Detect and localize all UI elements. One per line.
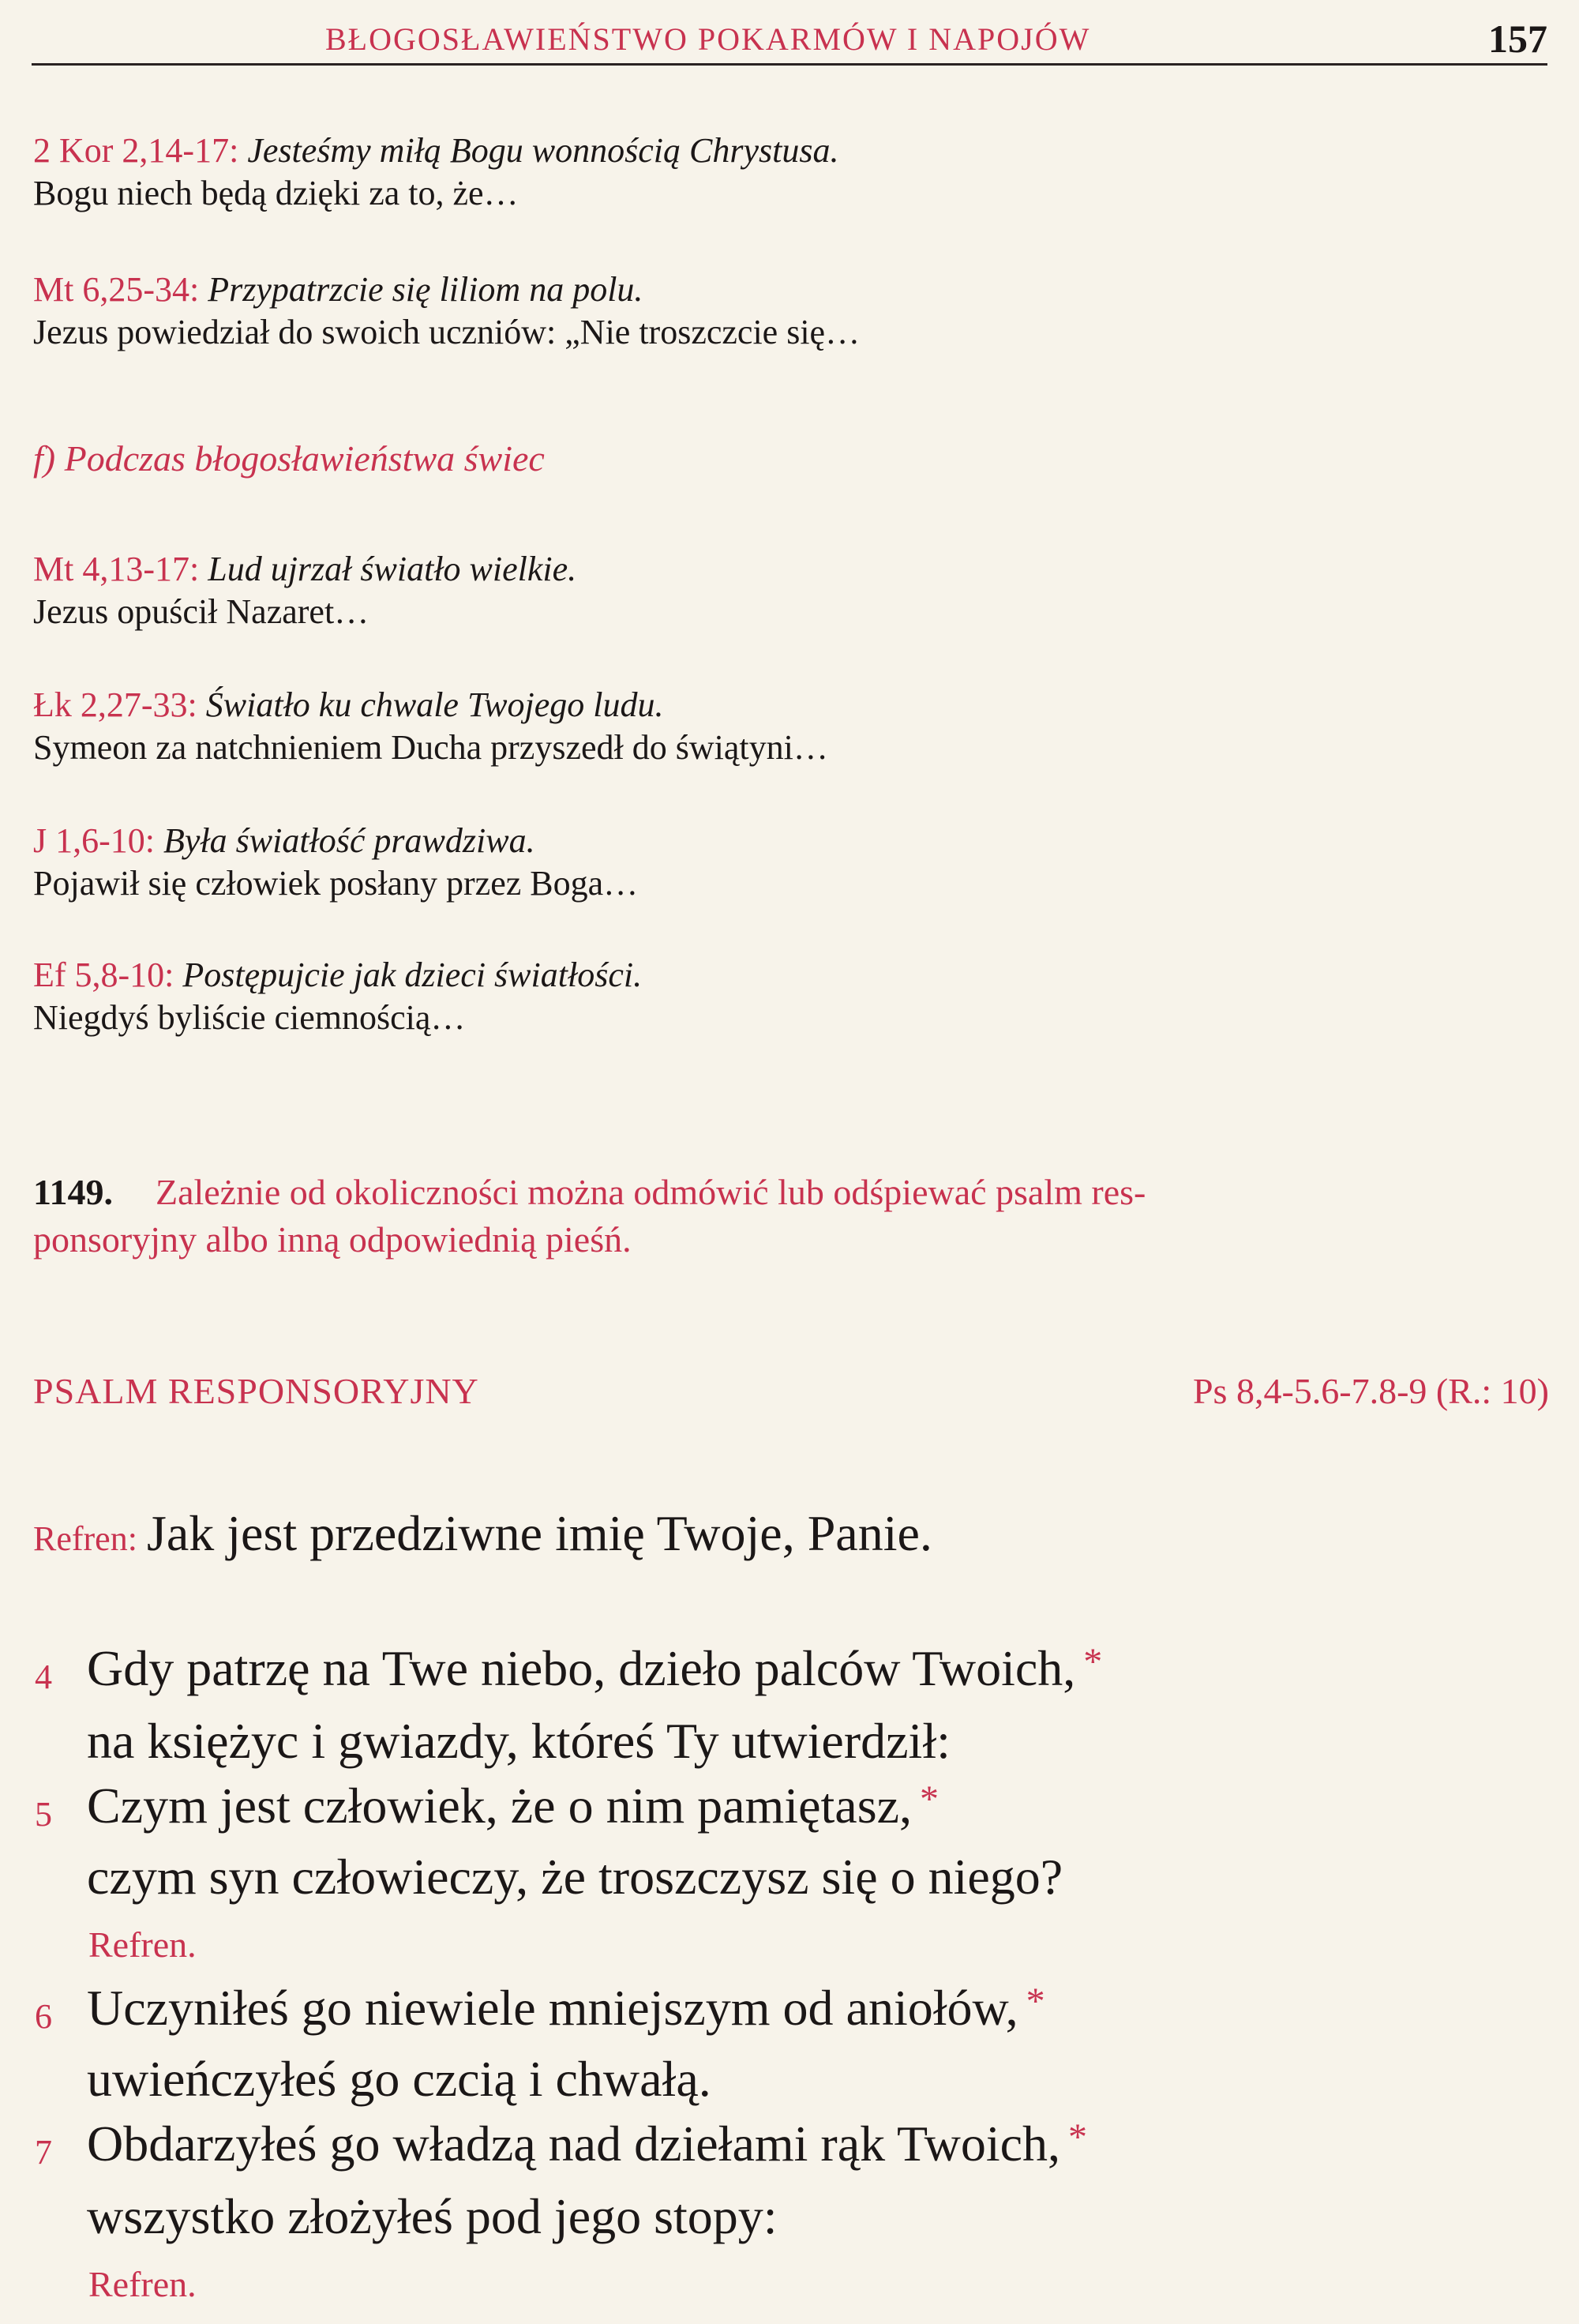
running-title: BŁOGOSŁAWIEŃSTWO POKARMÓW I NAPOJÓW	[325, 21, 1091, 57]
verse-text: Obdarzyłeś go władzą nad dziełami rąk Twoich,	[87, 2116, 1060, 2172]
verse-line: na księżyc i gwiazdy, któreś Ty utwierdził:	[87, 1713, 951, 1769]
rubric-number: 1149.	[33, 1172, 113, 1212]
asterisk-mark: *	[1083, 1641, 1103, 1683]
verse-text: Czym jest człowiek, że o nim pamiętasz,	[87, 1778, 912, 1834]
refrain-cue: Refren.	[88, 2264, 197, 2304]
reading-mt4	[33, 548, 576, 633]
reading-title: Postępujcie jak dzieci światłości.	[182, 956, 643, 994]
reading-ref: Ef 5,8-10:	[33, 956, 174, 994]
verse-line: czym syn człowieczy, że troszczysz się o niego?	[87, 1849, 1063, 1905]
verse-text: Gdy patrzę na Twe niebo, dzieło palców Twoich,	[87, 1640, 1076, 1696]
section-f-heading: f) Podczas błogosławieństwa świec	[33, 438, 545, 479]
verse-number: 6	[35, 1997, 52, 2036]
reading-j1	[33, 820, 638, 905]
refrain-label: Refren:	[33, 1519, 137, 1558]
refrain-text: Jak jest przedziwne imię Twoje, Panie.	[146, 1505, 932, 1561]
reading-2kor	[33, 130, 838, 215]
reading-lk2	[33, 684, 828, 769]
reading-ref: 2 Kor 2,14-17:	[33, 131, 239, 170]
reading-ref: J 1,6-10:	[33, 821, 155, 860]
reading-title: Lud ujrzał światło wielkie.	[208, 550, 577, 588]
rubric-1149	[33, 1169, 1549, 1263]
reading-incipit: Pojawił się człowiek posłany przez Boga…	[33, 864, 639, 903]
reading-ef5	[33, 954, 642, 1039]
reading-ref: Mt 6,25-34:	[33, 270, 200, 309]
reading-title: Jesteśmy miłą Bogu wonnością Chrystusa.	[247, 131, 839, 170]
verse-line	[87, 1777, 939, 1835]
verse-line	[87, 2115, 1087, 2173]
rubric-text-line2: ponsoryjny albo inną odpowiednią pieśń.	[33, 1219, 632, 1260]
reading-incipit: Jezus opuścił Nazaret…	[33, 592, 369, 631]
reading-mt6	[33, 268, 860, 354]
verse-line	[87, 1979, 1045, 2037]
asterisk-mark: *	[1026, 1980, 1045, 2022]
asterisk-mark: *	[1068, 2116, 1087, 2158]
refrain-cue: Refren.	[88, 1924, 197, 1965]
verse-line: uwieńczyłeś go czcią i chwałą.	[87, 2051, 711, 2107]
verse-number: 4	[35, 1658, 52, 1696]
reading-title: Przypatrzcie się liliom na polu.	[208, 270, 643, 309]
asterisk-mark: *	[920, 1778, 939, 1820]
psalm-label: PSALM RESPONSORYJNY	[33, 1371, 479, 1411]
psalm-heading	[33, 1370, 1549, 1412]
running-header	[32, 14, 1547, 66]
reading-incipit: Bogu niech będą dzięki za to, że…	[33, 174, 519, 212]
verse-number: 5	[35, 1795, 52, 1834]
page-number: 157	[1488, 17, 1547, 61]
psalm-citation: Ps 8,4-5.6-7.8-9 (R.: 10)	[1192, 1371, 1549, 1411]
psalm-refrain	[33, 1504, 932, 1563]
reading-incipit: Niegdyś byliście ciemnością…	[33, 998, 466, 1037]
reading-incipit: Symeon za natchnieniem Ducha przyszedł do świątyni…	[33, 728, 828, 767]
verse-text: Uczyniłeś go niewiele mniejszym od aniołów,	[87, 1980, 1018, 2036]
rubric-text-line1: Zależnie od okoliczności można odmówić lub odśpiewać psalm res-	[155, 1172, 1146, 1212]
verse-number: 7	[35, 2133, 52, 2172]
reading-title: Była światłość prawdziwa.	[163, 821, 535, 860]
verse-line	[87, 1639, 1102, 1698]
reading-title: Światło ku chwale Twojego ludu.	[205, 685, 664, 724]
reading-ref: Łk 2,27-33:	[33, 685, 197, 724]
reading-ref: Mt 4,13-17:	[33, 550, 200, 588]
reading-incipit: Jezus powiedział do swoich uczniów: „Nie troszczcie się…	[33, 313, 861, 351]
verse-line: wszystko złożyłeś pod jego stopy:	[87, 2188, 778, 2244]
